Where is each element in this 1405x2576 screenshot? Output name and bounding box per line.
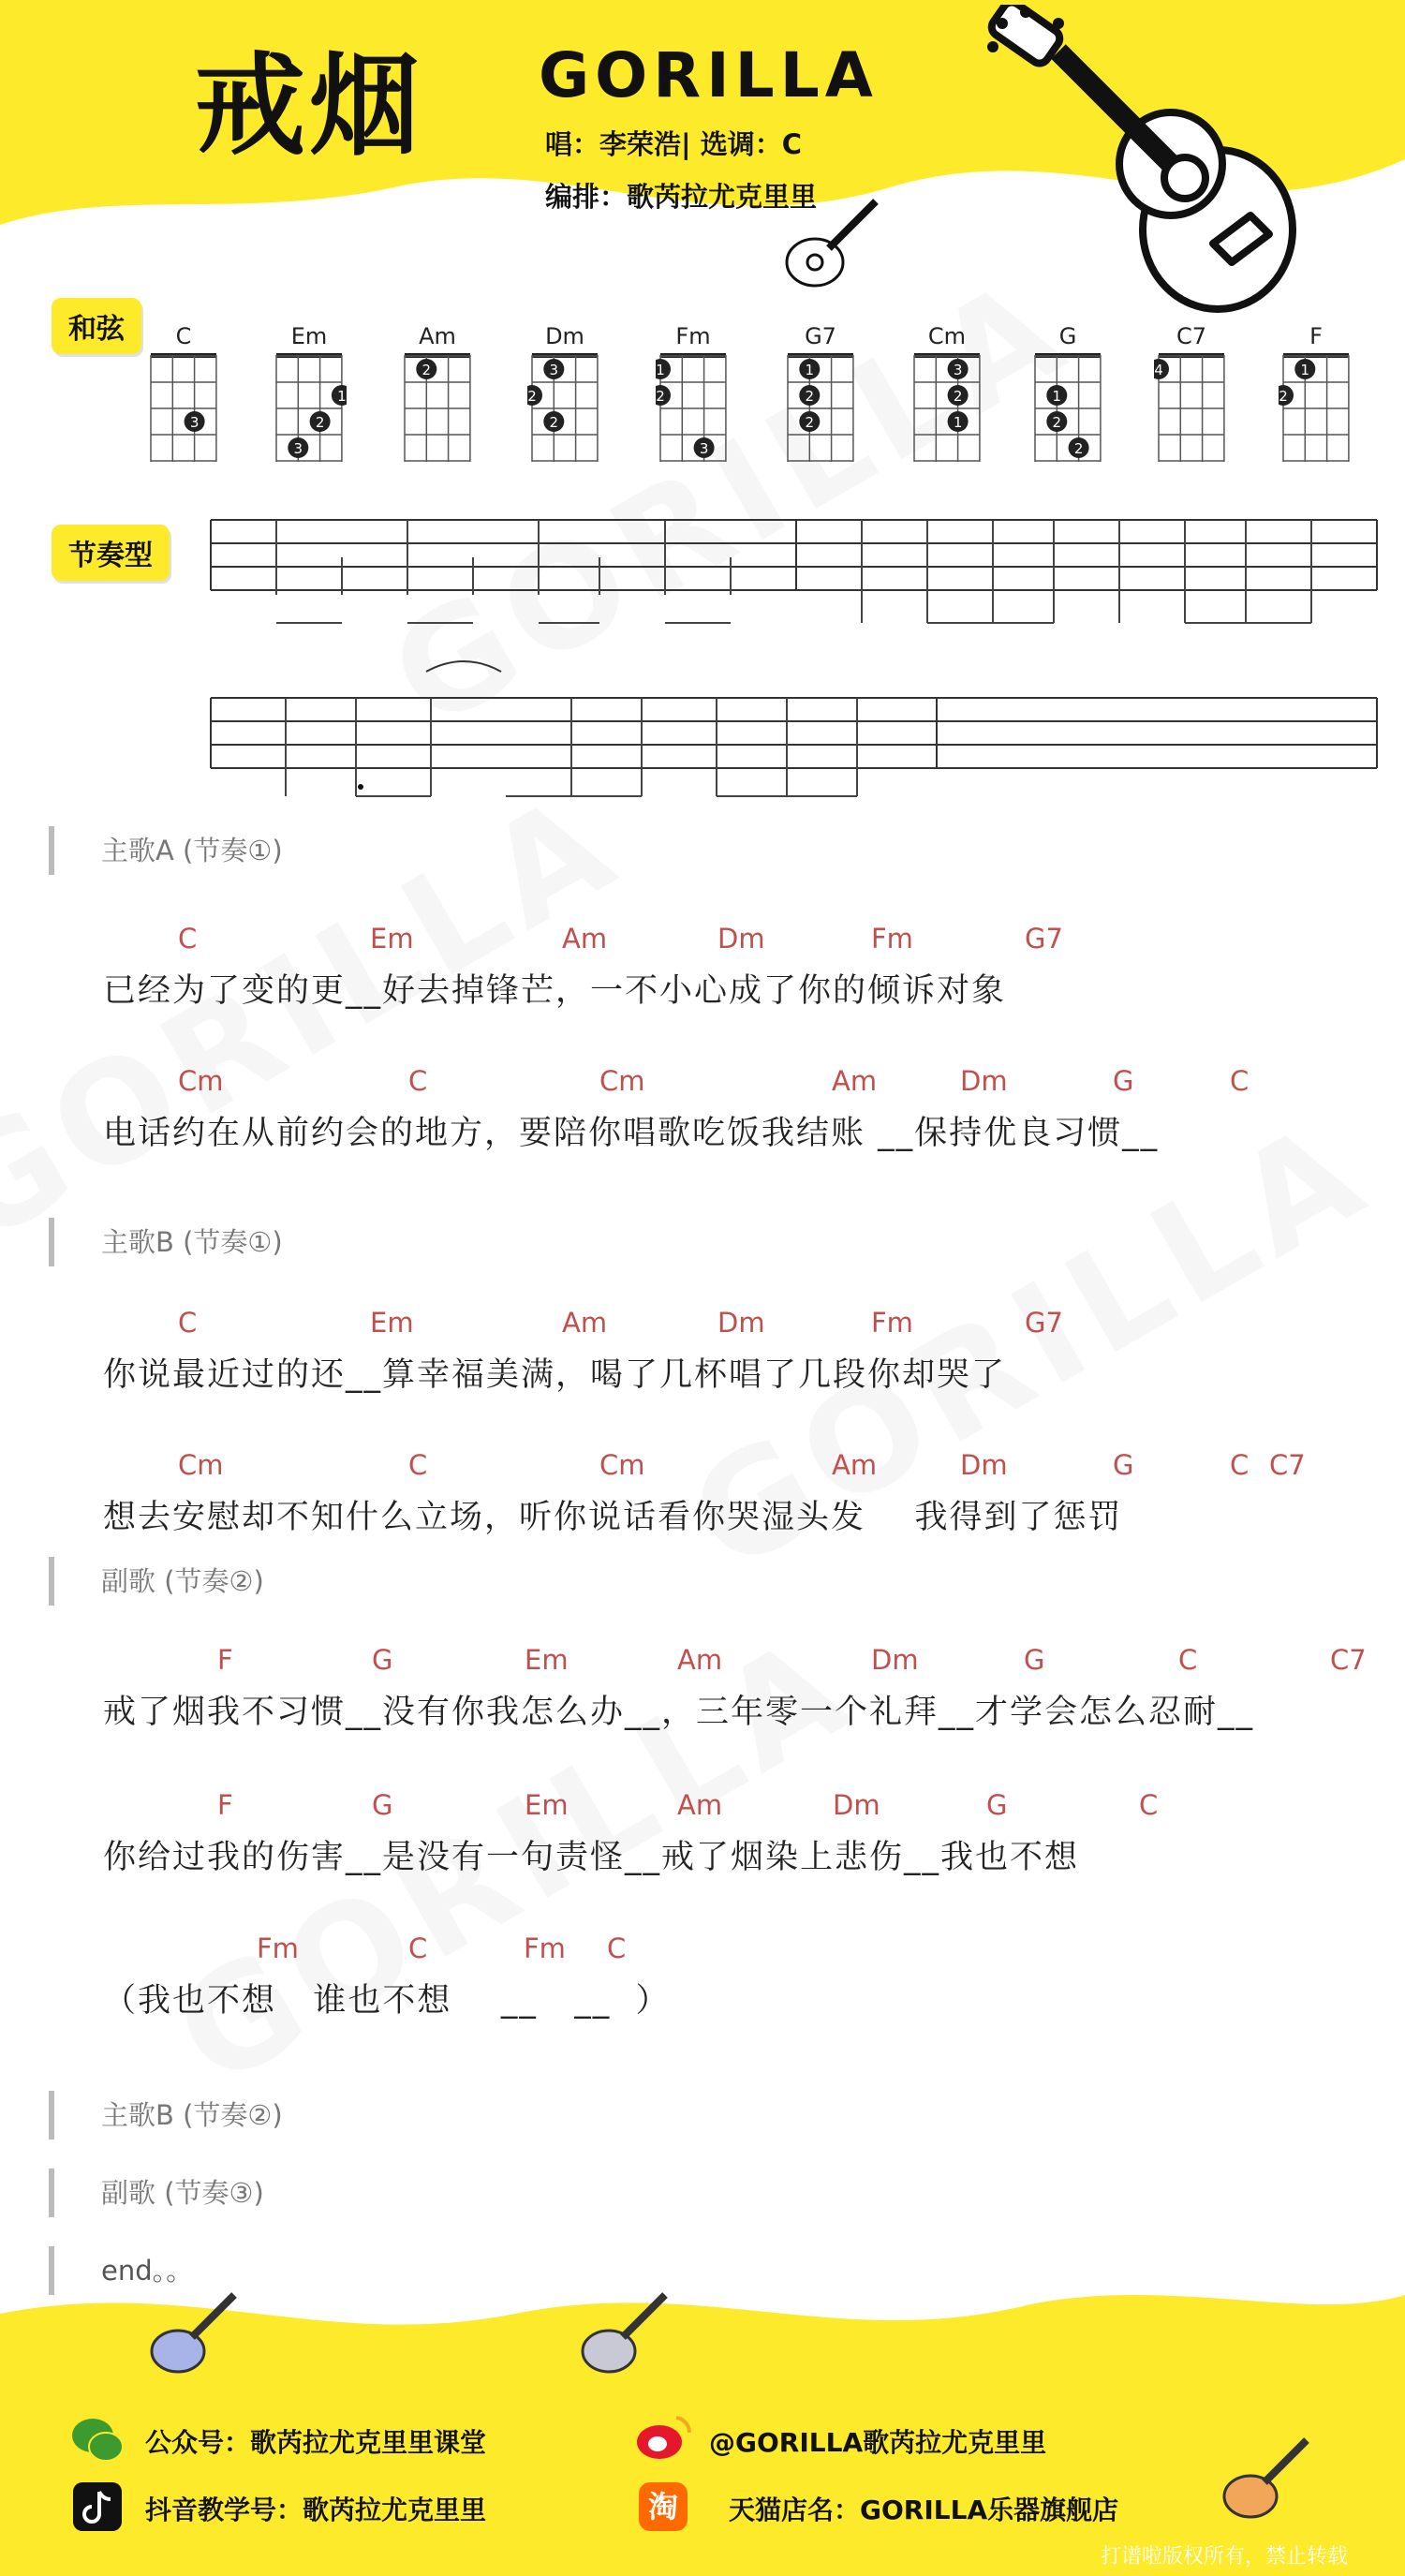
svg-text:1: 1: [337, 388, 347, 405]
douyin-account: 抖音教学号：歌芮拉尤克里里: [145, 2495, 487, 2525]
chord-diagram: [1154, 351, 1229, 464]
wechat-icon: [70, 2415, 125, 2464]
chord-marker: Am: [562, 1307, 608, 1339]
weibo-icon: [635, 2410, 693, 2465]
chord-marker: Dm: [960, 1449, 1008, 1481]
ukulele-icon: [777, 192, 890, 295]
chord-marker: C: [1178, 1644, 1198, 1676]
chord-marker: G7: [1025, 923, 1063, 955]
svg-text:1: 1: [953, 414, 963, 431]
chord-marker: F: [217, 1789, 233, 1821]
chord-name-label: Am: [419, 323, 456, 349]
svg-text:3: 3: [699, 440, 709, 457]
chord-diagram: [656, 351, 731, 464]
svg-text:2: 2: [1279, 388, 1288, 405]
section-label-end: end。。: [49, 2246, 193, 2295]
chord-marker: G: [986, 1789, 1008, 1821]
ukulele-icon: [571, 2286, 674, 2379]
chord-marker: C: [408, 1449, 428, 1481]
lyric-line: 已经为了变的更__好去掉锋芒，一不小心成了你的倾诉对象: [103, 972, 1007, 1010]
chord-marker: Em: [370, 923, 414, 955]
chord-marker: C: [408, 1932, 428, 1964]
chord-diagram: [400, 351, 475, 464]
svg-text:1: 1: [1052, 388, 1062, 405]
svg-text:2: 2: [1073, 440, 1084, 457]
chord-diagram: [910, 351, 984, 464]
chord-marker: Cm: [178, 1449, 224, 1481]
chord-marker: C: [607, 1932, 627, 1964]
chord-marker: Cm: [599, 1449, 645, 1481]
chord-marker: G: [1113, 1065, 1134, 1097]
chord-marker: C: [1139, 1789, 1159, 1821]
chord-marker: Dm: [717, 1307, 765, 1339]
chord-marker: C: [178, 1307, 198, 1339]
svg-text:2: 2: [805, 414, 815, 431]
weibo-account: @GORILLA歌芮拉尤克里里: [709, 2427, 1047, 2458]
section-label-verse-a: 主歌A (节奏①): [49, 826, 283, 875]
lyric-line: （我也不想 谁也不想 __ __ ）: [103, 1982, 671, 2020]
svg-text:2: 2: [953, 388, 963, 405]
svg-text:1: 1: [656, 362, 665, 378]
chord-marker: C: [408, 1065, 428, 1097]
svg-text:1: 1: [805, 362, 815, 378]
chord-marker: Am: [677, 1644, 723, 1676]
chord-marker: Fm: [871, 1307, 913, 1339]
chord-diagram: [783, 351, 858, 464]
copyright-notice: 打谱啦版权所有，禁止转载: [1101, 2545, 1349, 2569]
chord-marker: Em: [525, 1789, 569, 1821]
ukulele-icon: [1213, 2431, 1316, 2524]
chord-marker: Fm: [871, 923, 913, 955]
svg-text:2: 2: [527, 388, 537, 405]
chord-name-label: Cm: [927, 323, 967, 349]
chord-name-label: Em: [290, 323, 328, 349]
chord-marker: C7: [1269, 1449, 1306, 1481]
chord-marker: G: [372, 1789, 393, 1821]
rhythm-tag: 节奏型: [52, 525, 170, 581]
svg-text:2: 2: [1052, 414, 1062, 431]
lyric-line: 你给过我的伤害__是没有一句责怪__戒了烟染上悲伤__我也不想: [103, 1839, 1080, 1876]
svg-text:1: 1: [1300, 362, 1310, 378]
chord-marker: Am: [562, 923, 608, 955]
guitar-icon: [974, 5, 1321, 328]
singer-key-line: 唱：李荣浩| 选调：C: [545, 128, 802, 160]
section-label-verse-b: 主歌B (节奏①): [49, 1218, 283, 1266]
chord-name-label: G: [1058, 323, 1077, 349]
chord-marker: G: [1113, 1449, 1134, 1481]
svg-text:2: 2: [422, 362, 432, 378]
chord-marker: Am: [832, 1449, 878, 1481]
svg-text:2: 2: [549, 414, 559, 431]
section-label-chorus: 副歌 (节奏②): [49, 1557, 264, 1606]
chord-name-label: G7: [805, 323, 836, 349]
chord-name-label: Fm: [675, 323, 711, 349]
chord-name-label: F: [1309, 323, 1323, 349]
lyric-line: 想去安慰却不知什么立场，听你说话看你哭湿头发 我得到了惩罚: [103, 1499, 1123, 1536]
chord-marker: Dm: [833, 1789, 880, 1821]
chord-marker: F: [217, 1644, 233, 1676]
chord-diagram: [272, 351, 347, 464]
section-label-chorus-3: 副歌 (节奏③): [49, 2169, 264, 2217]
taobao-icon: 淘: [639, 2482, 688, 2531]
svg-text:3: 3: [549, 362, 559, 378]
brand-logo: GORILLA: [539, 39, 879, 111]
chord-marker: Cm: [178, 1065, 224, 1097]
chord-marker: Dm: [871, 1644, 919, 1676]
ukulele-icon: [140, 2286, 244, 2379]
arranger-line: 编排：歌芮拉尤克里里: [545, 181, 818, 213]
svg-text:2: 2: [656, 388, 665, 405]
chord-marker: Dm: [960, 1065, 1008, 1097]
chord-marker: C7: [1330, 1644, 1367, 1676]
chord-marker: Dm: [717, 923, 765, 955]
douyin-icon: [73, 2482, 122, 2531]
chord-marker: Cm: [599, 1065, 645, 1097]
svg-text:3: 3: [189, 414, 200, 431]
lyric-line: 你说最近过的还__算幸福美满，喝了几杯唱了几段你却哭了: [103, 1356, 1007, 1394]
lyric-line: 戒了烟我不习惯__没有你我怎么办__，三年零一个礼拜__才学会怎么忍耐__: [103, 1694, 1255, 1731]
chord-marker: C: [178, 923, 198, 955]
chord-marker: Am: [677, 1789, 723, 1821]
chord-name-label: C7: [1176, 323, 1207, 349]
chord-marker: Em: [525, 1644, 569, 1676]
wechat-account: 公众号：歌芮拉尤克里里课堂: [145, 2427, 487, 2458]
rhythm-pattern: [206, 511, 1386, 810]
chord-marker: G: [1024, 1644, 1045, 1676]
chord-marker: G: [372, 1644, 393, 1676]
chord-diagram: [146, 351, 221, 464]
tmall-store: 天猫店名：GORILLA乐器旗舰店: [729, 2495, 1119, 2525]
lyric-line: 电话约在从前约会的地方，要陪你唱歌吃饭我结账 __保持优良习惯__: [103, 1115, 1160, 1152]
svg-text:4: 4: [1154, 362, 1163, 378]
chord-marker: Am: [832, 1065, 878, 1097]
svg-text:2: 2: [315, 414, 325, 431]
chord-marker: Fm: [257, 1932, 299, 1964]
song-title: 戒烟: [195, 41, 424, 170]
chord-marker: Fm: [524, 1932, 566, 1964]
chord-marker: C: [1230, 1065, 1250, 1097]
chord-diagram: [1279, 351, 1353, 464]
chords-tag: 和弦: [52, 298, 141, 354]
svg-text:3: 3: [953, 362, 963, 378]
chord-marker: G7: [1025, 1307, 1063, 1339]
chord-diagram: [527, 351, 602, 464]
chord-diagram: [1030, 351, 1105, 464]
chord-name-label: Dm: [545, 323, 584, 349]
chord-marker: C: [1230, 1449, 1250, 1481]
svg-text:2: 2: [805, 388, 815, 405]
svg-text:3: 3: [293, 440, 303, 457]
chord-marker: Em: [370, 1307, 414, 1339]
section-label-verse-b-2: 主歌B (节奏②): [49, 2091, 283, 2139]
chord-name-label: C: [175, 323, 192, 349]
